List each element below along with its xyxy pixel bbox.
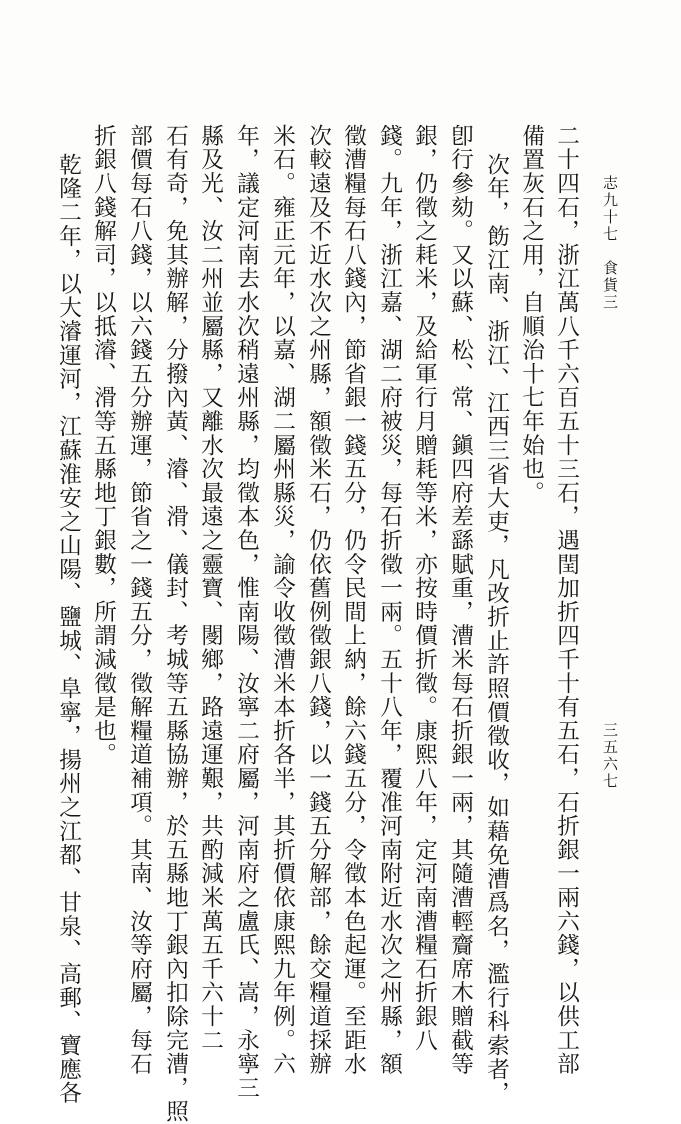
- text-column-5: 銀，仍徵之耗米，及給軍行月贈耗等米，亦按時價折徵。康熙八年，定河南漕糧石折銀八: [411, 124, 438, 1053]
- text-column-13: 部價每石八錢，以六錢五分辦運，節省之一錢五分，徵解糧道補項。其南、汝等府屬，每石: [126, 124, 153, 1076]
- running-header-left: 志九十七 食貨三: [601, 175, 619, 311]
- text-column-6: 錢。九年，浙江嘉、湖二府被災，每石折徵一兩。五十八年，覆准河南附近水次之州縣，額: [376, 124, 403, 1076]
- page-number: 三五六七: [601, 722, 619, 790]
- text-column-12: 石有奇，免其辦解，分撥內黃、濬、滑、儀封、考城等五縣協辦，於五縣地丁銀內扣除完漕，照: [162, 124, 189, 1124]
- text-column-15: 乾隆二年，以大濬運河，江蘇淮安之山陽、鹽城、阜寧，揚州之江都、甘泉、高郵、寶應各: [55, 153, 82, 1105]
- text-column-9: 米石。雍正元年，以嘉、湖二屬州縣災，諭令收徵漕米本折各半，其折價依康熙九年例。六: [269, 124, 296, 1076]
- text-column-7: 徵漕糧每石八錢內，節省銀一錢五分，仍令民間上納，餘六錢五分，令徵本色起運。至距水: [340, 124, 367, 1076]
- text-column-11: 縣及光、汝二州並屬縣，又離水次最遠之靈寶、閿鄉，路遠運艱，共酌減米萬五千六十二: [197, 124, 224, 1053]
- text-column-1: 二十四石，浙江萬八千六百五十三石，遇閏加折四千十有五石，石折銀一兩六錢，以供工部: [553, 124, 580, 1076]
- text-column-8: 次較遠及不近水次之州縣，額徵米石，仍依舊例徵銀八錢，以一錢五分解部，餘交糧道採辦: [305, 124, 332, 1076]
- text-column-14: 折銀八錢解司，以抵濬、滑等五縣地丁銀數，所謂減徵是也。: [90, 124, 117, 767]
- text-column-10: 年，議定河南去水次稍遠州縣，均徵本色，惟南陽、汝寧二府屬，河南府之盧氏、嵩，永寧三: [233, 124, 260, 1100]
- text-column-4: 卽行參劾。又以蘇、松、常、鎭四府差繇賦重，漕米每石折銀一兩，其隨漕輕齎席木贈截等: [447, 124, 474, 1076]
- text-column-3: 次年，飭江南、浙江、江西三省大吏，凡改折止許照價徵收，如藉免漕爲名，濫行科索者，: [483, 153, 510, 1105]
- text-column-2: 備置灰石之用，自順治十七年始也。: [518, 124, 545, 505]
